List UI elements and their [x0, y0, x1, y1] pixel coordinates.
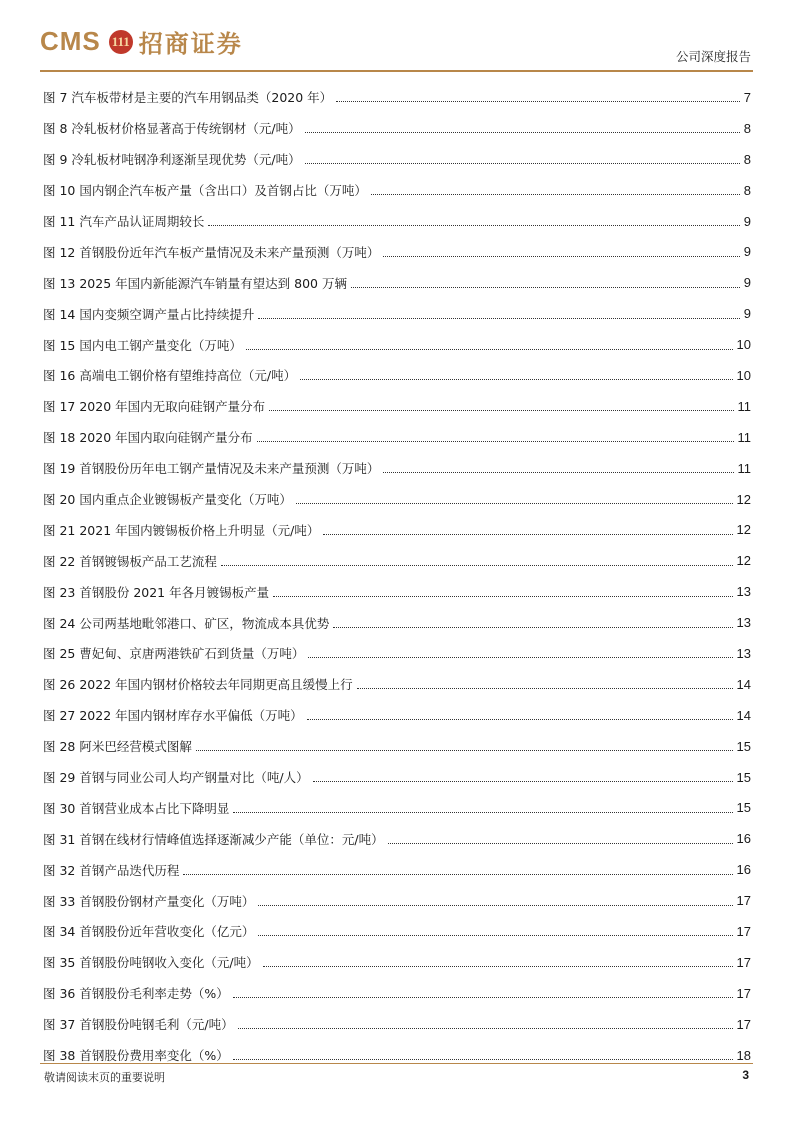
- toc-entry-page[interactable]: 11: [737, 460, 751, 476]
- toc-dot-leader: [257, 440, 734, 442]
- toc-dot-leader: [308, 656, 732, 658]
- toc-entry-label[interactable]: 图 28 阿米巴经营模式图解: [43, 739, 192, 755]
- toc-entry-label[interactable]: 图 26 2022 年国内钢材价格较去年同期更高且缓慢上行: [43, 677, 353, 693]
- toc-entry[interactable]: [43, 669, 751, 700]
- toc-dot-leader: [269, 409, 733, 411]
- footer-divider: [40, 1063, 753, 1064]
- toc-entry[interactable]: [43, 978, 751, 1009]
- toc-entry-page[interactable]: 16: [736, 862, 751, 878]
- toc-entry-page[interactable]: 15: [736, 738, 751, 754]
- toc-entry-page[interactable]: 8: [743, 151, 751, 167]
- toc-entry[interactable]: [43, 1040, 751, 1071]
- toc-entry-page[interactable]: 18: [736, 1047, 751, 1063]
- toc-dot-leader: [305, 131, 740, 133]
- toc-dot-leader: [383, 471, 733, 473]
- toc-entry-label[interactable]: 图 22 首钢镀锡板产品工艺流程: [43, 553, 217, 569]
- toc-dot-leader: [258, 904, 732, 906]
- toc-entry-label[interactable]: 图 7 汽车板带材是主要的汽车用钢品类（2020 年）: [43, 90, 333, 106]
- toc-entry[interactable]: [43, 885, 751, 916]
- toc-entry-page[interactable]: 12: [736, 553, 751, 569]
- toc-entry-label[interactable]: 图 31 首钢在线材行情峰值选择逐渐减少产能（单位：元/吨）: [43, 831, 384, 847]
- toc-entry-page[interactable]: 13: [736, 645, 751, 661]
- toc-dot-leader: [233, 1058, 733, 1060]
- toc-dot-leader: [313, 780, 733, 782]
- toc-dot-leader: [208, 224, 739, 226]
- toc-entry[interactable]: [43, 823, 751, 854]
- toc-dot-leader: [323, 533, 732, 535]
- toc-dot-leader: [246, 348, 733, 350]
- toc-dot-leader: [336, 100, 740, 102]
- toc-entry-page[interactable]: 9: [743, 244, 751, 260]
- toc-entry[interactable]: [43, 236, 751, 267]
- document-type: 公司深度报告: [675, 49, 751, 64]
- toc-entry[interactable]: [43, 453, 751, 484]
- toc-entry-page[interactable]: 17: [736, 954, 751, 970]
- toc-entry[interactable]: [43, 607, 751, 638]
- toc-entry-page[interactable]: 14: [736, 707, 751, 723]
- toc-entry[interactable]: [43, 175, 751, 206]
- toc-dot-leader: [371, 193, 740, 195]
- company-name: 招商证券: [138, 29, 243, 58]
- page-header: [0, 0, 793, 80]
- toc-entry-page[interactable]: 17: [736, 985, 751, 1001]
- toc-entry-page[interactable]: 13: [736, 615, 751, 631]
- toc-entry-label[interactable]: 图 36 首钢股份毛利率走势（%）: [43, 986, 229, 1002]
- toc-entry[interactable]: [43, 731, 751, 762]
- toc-entry-page[interactable]: 10: [736, 367, 751, 383]
- toc-entry-label[interactable]: 图 38 首钢股份费用率变化（%）: [43, 1048, 229, 1064]
- toc-dot-leader: [305, 162, 740, 164]
- toc-entry-page[interactable]: 17: [736, 1016, 751, 1032]
- toc-entry-page[interactable]: 9: [743, 306, 751, 322]
- toc-entry-page[interactable]: 8: [743, 182, 751, 198]
- toc-entry-label[interactable]: 图 18 2020 年国内取向硅钢产量分布: [43, 430, 253, 446]
- toc-entry[interactable]: [43, 1009, 751, 1040]
- toc-entry-label[interactable]: 图 34 首钢股份近年营收变化（亿元）: [43, 924, 255, 940]
- toc-dot-leader: [258, 317, 739, 319]
- toc-entry[interactable]: [43, 298, 751, 329]
- logo-emblem-icon: 111: [109, 30, 133, 54]
- page-number: 3: [742, 1068, 749, 1082]
- toc-dot-leader: [388, 842, 733, 844]
- toc-entry[interactable]: [43, 638, 751, 669]
- toc-entry[interactable]: [43, 360, 751, 391]
- toc-dot-leader: [238, 1027, 733, 1029]
- toc-entry[interactable]: [43, 916, 751, 947]
- toc-entry-label[interactable]: 图 15 国内电工钢产量变化（万吨）: [43, 337, 242, 353]
- toc-entry-page[interactable]: 8: [743, 120, 751, 136]
- toc-entry-label[interactable]: 图 8 冷轧板材价格显著高于传统钢材（元/吨）: [43, 121, 301, 137]
- toc-entry-label[interactable]: 图 14 国内变频空调产量占比持续提升: [43, 306, 255, 322]
- toc-entry[interactable]: [43, 391, 751, 422]
- toc-entry-label[interactable]: 图 12 首钢股份近年汽车板产量情况及未来产量预测（万吨）: [43, 244, 380, 260]
- logo-cms-text: CMS: [40, 26, 101, 56]
- toc-entry-label[interactable]: 图 32 首钢产品迭代历程: [43, 862, 180, 878]
- toc-entry[interactable]: [43, 854, 751, 885]
- toc-entry-page[interactable]: 13: [736, 584, 751, 600]
- toc-entry[interactable]: [43, 113, 751, 144]
- toc-entry[interactable]: [43, 267, 751, 298]
- toc-dot-leader: [307, 718, 733, 720]
- toc-entry-page[interactable]: 15: [736, 800, 751, 816]
- toc-entry-label[interactable]: 图 21 2021 年国内镀锡板价格上升明显（元/吨）: [43, 522, 320, 538]
- toc-entry-label[interactable]: 图 19 首钢股份历年电工钢产量情况及未来产量预测（万吨）: [43, 461, 380, 477]
- toc-entry-page[interactable]: 10: [736, 337, 751, 353]
- toc-dot-leader: [221, 564, 733, 566]
- toc-entry-page[interactable]: 12: [736, 491, 751, 507]
- toc-dot-leader: [233, 996, 733, 998]
- toc-entry[interactable]: [43, 329, 751, 360]
- toc-entry[interactable]: [43, 82, 751, 113]
- toc-entry-page[interactable]: 17: [736, 893, 751, 909]
- toc-dot-leader: [296, 502, 733, 504]
- toc-entry[interactable]: [43, 700, 751, 731]
- toc-entry-label[interactable]: 图 24 公司两基地毗邻港口、矿区，物流成本具优势: [43, 615, 330, 631]
- toc-entry-label[interactable]: 图 27 2022 年国内钢材库存水平偏低（万吨）: [43, 708, 303, 724]
- toc-entry-label[interactable]: 图 30 首钢营业成本占比下降明显: [43, 800, 230, 816]
- toc-entry[interactable]: [43, 144, 751, 175]
- toc-entry[interactable]: [43, 422, 751, 453]
- disclaimer-note: 敬请阅读末页的重要说明: [44, 1071, 165, 1084]
- toc-entry[interactable]: [43, 206, 751, 237]
- toc-dot-leader: [263, 965, 733, 967]
- toc-dot-leader: [258, 934, 732, 936]
- toc-entry[interactable]: [43, 762, 751, 793]
- toc-dot-leader: [196, 749, 733, 751]
- toc-entry-label[interactable]: 图 13 2025 年国内新能源汽车销量有望达到 800 万辆: [43, 275, 347, 291]
- toc-entry-label[interactable]: 图 23 首钢股份 2021 年各月镀锡板产量: [43, 584, 270, 600]
- figure-list: [43, 82, 751, 1071]
- toc-entry-label[interactable]: 图 20 国内重点企业镀锡板产量变化（万吨）: [43, 492, 292, 508]
- toc-dot-leader: [351, 286, 740, 288]
- toc-entry-page[interactable]: 17: [736, 923, 751, 939]
- toc-entry[interactable]: [43, 484, 751, 515]
- toc-entry-page[interactable]: 7: [743, 89, 751, 105]
- toc-entry-page[interactable]: 16: [736, 831, 751, 847]
- toc-entry[interactable]: [43, 576, 751, 607]
- toc-entry-page[interactable]: 11: [737, 429, 751, 445]
- company-logo: [40, 24, 243, 59]
- toc-entry-label[interactable]: 图 35 首钢股份吨钢收入变化（元/吨）: [43, 955, 259, 971]
- toc-entry-label[interactable]: 图 11 汽车产品认证周期较长: [43, 214, 205, 229]
- toc-dot-leader: [357, 687, 733, 689]
- toc-entry-page[interactable]: 9: [743, 213, 751, 229]
- toc-entry-label[interactable]: 图 33 首钢股份钢材产量变化（万吨）: [43, 893, 255, 909]
- toc-entry[interactable]: [43, 514, 751, 545]
- toc-entry-label[interactable]: 图 17 2020 年国内无取向硅钢产量分布: [43, 399, 266, 415]
- toc-dot-leader: [273, 595, 732, 597]
- toc-entry-page[interactable]: 12: [736, 522, 751, 538]
- toc-dot-leader: [383, 255, 739, 257]
- toc-entry-label[interactable]: 图 10 国内钢企汽车板产量（含出口）及首钢占比（万吨）: [43, 183, 367, 199]
- toc-dot-leader: [300, 378, 732, 380]
- toc-entry-page[interactable]: 14: [736, 676, 751, 692]
- toc-entry-label[interactable]: 图 16 高端电工钢价格有望维持高位（元/吨）: [43, 368, 297, 384]
- toc-entry[interactable]: [43, 792, 751, 823]
- toc-dot-leader: [233, 811, 732, 813]
- toc-entry[interactable]: [43, 545, 751, 576]
- toc-entry[interactable]: [43, 947, 751, 978]
- toc-dot-leader: [333, 626, 732, 628]
- toc-dot-leader: [183, 873, 732, 875]
- toc-entry-page[interactable]: 11: [737, 398, 751, 414]
- header-divider: [40, 70, 753, 72]
- toc-entry-label[interactable]: 图 25 曹妃甸、京唐两港铁矿石到货量（万吨）: [43, 646, 305, 662]
- toc-entry-label[interactable]: 图 37 首钢股份吨钢毛利（元/吨）: [43, 1017, 234, 1033]
- toc-entry-label[interactable]: 图 9 冷轧板材吨钢净利逐渐呈现优势（元/吨）: [43, 152, 301, 168]
- toc-entry-page[interactable]: 15: [736, 769, 751, 785]
- toc-entry-page[interactable]: 9: [743, 275, 751, 291]
- toc-entry-label[interactable]: 图 29 首钢与同业公司人均产钢量对比（吨/人）: [43, 770, 309, 786]
